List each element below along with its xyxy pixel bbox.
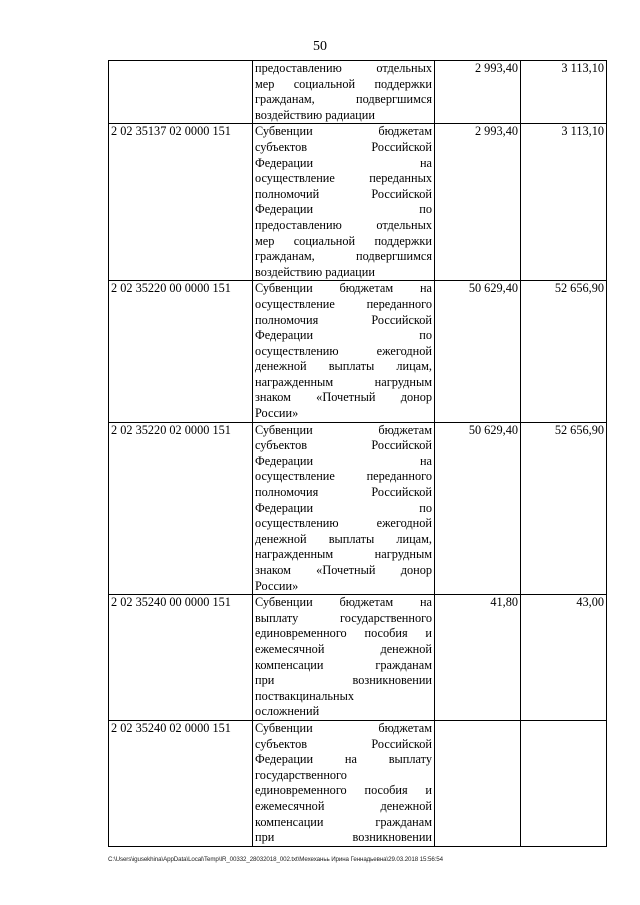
description-word: Субвенции [255,422,313,437]
description-line [255,469,432,485]
description-word: нагрудным [374,374,432,389]
table-row [109,422,607,595]
description-line [255,642,432,658]
description-line [255,249,432,265]
description-word: государственного [255,767,347,782]
description-line [255,77,432,93]
description-word: донор [400,563,432,577]
description-word: награжденным [255,547,334,562]
description-line [255,344,432,360]
amount-2020: 3 113,10 [521,124,607,281]
description-word: Федерации [255,202,314,217]
description-line [255,234,432,250]
description-word: компенсации [255,814,324,829]
description-word: осложнений [255,704,320,719]
description-word: Федерации [255,328,314,343]
description-line [255,140,432,156]
description-word: «Почетный [316,390,376,405]
description-word: денежной [380,641,432,656]
description-word: по [419,500,432,515]
description-word: субъектов [255,438,308,453]
description-word: Федерации [255,752,314,767]
amount-2019: 2 993,40 [435,61,521,124]
description-word: на [419,595,432,610]
description-word: переданных [369,171,432,186]
description-word: Федерации [255,155,314,170]
description-line [255,406,432,422]
description-word: денежной [255,359,307,374]
budget-description [253,281,435,422]
description-word: осуществление [255,469,335,484]
description-word: гражданам, [255,92,315,107]
description-word: выплаты [328,531,375,546]
description-word: выплату [255,610,299,625]
description-line [255,752,432,768]
description-word: переданного [366,469,432,484]
description-word: осуществление [255,171,335,186]
description-line [255,375,432,391]
amount-2020: 43,00 [521,595,607,721]
description-word: Российской [371,312,432,327]
description-word: гражданам, [255,249,315,264]
description-word: поддержки [374,233,432,248]
description-line [255,768,432,784]
budget-code: 2 02 35240 02 0000 151 [109,720,253,846]
amount-2020: 52 656,90 [521,422,607,595]
description-word: при [255,673,275,688]
amount-2020: 52 656,90 [521,281,607,422]
description-line [255,830,432,846]
description-word: ежегодной [376,516,432,531]
description-word: ежегодной [376,343,432,358]
budget-description [253,61,435,124]
budget-code: 2 02 35220 00 0000 151 [109,281,253,422]
description-line [255,815,432,831]
amount-2019: 50 629,40 [435,281,521,422]
description-word: России» [255,406,299,421]
description-line [255,390,432,406]
description-word: мер [255,76,275,91]
description-line [255,328,432,344]
description-line [255,783,432,799]
description-line [255,501,432,517]
description-line [255,187,432,203]
description-line [255,485,432,501]
description-word: единовременного [255,783,347,798]
description-word: осуществлению [255,343,339,358]
description-word: бюджетам [378,422,432,437]
description-word: донор [400,390,432,405]
description-word: бюджетам [378,720,432,735]
description-word: возникновении [352,673,432,688]
description-word: ежемесячной [255,641,325,656]
amount-2020 [521,720,607,846]
description-line [255,658,432,674]
description-word: Российской [371,186,432,201]
description-line [255,516,432,532]
description-line [255,281,432,297]
description-word: отдельных [376,217,432,232]
amount-2019: 50 629,40 [435,422,521,595]
budget-code [109,61,253,124]
description-word: выплату [388,752,432,767]
description-line [255,359,432,375]
description-word: полномочия [255,485,319,500]
description-line [255,156,432,172]
amount-2020: 3 113,10 [521,61,607,124]
description-word: подвергшимся [356,92,432,107]
description-word: осуществлению [255,516,339,531]
description-word: Российской [371,438,432,453]
description-word: бюджетам [339,595,394,610]
description-word: на [419,281,432,296]
description-word: воздействию радиации [255,107,375,122]
description-word: ежемесячной [255,798,325,813]
description-line [255,202,432,218]
description-word: отдельных [376,61,432,75]
budget-description [253,422,435,595]
description-line [255,547,432,563]
description-word: Субвенции [255,124,313,139]
description-word: «Почетный [316,563,376,577]
description-word: награжденным [255,374,334,389]
table-row [109,281,607,422]
table-body [109,61,607,847]
description-word: лицам, [396,531,432,546]
budget-description [253,720,435,846]
amount-2019: 41,80 [435,595,521,721]
budget-description [253,595,435,721]
description-word: предоставлению [255,217,342,232]
description-line [255,626,432,642]
description-line [255,61,432,77]
description-word: на [344,752,357,767]
description-word: субъектов [255,736,308,751]
description-word: Российской [371,736,432,751]
description-word: по [419,328,432,343]
description-word: возникновении [352,830,432,845]
description-word: компенсации [255,657,324,672]
description-line [255,721,432,737]
description-word: полномочий [255,186,320,201]
amount-2019: 2 993,40 [435,124,521,281]
description-line [255,673,432,689]
description-line [255,579,432,595]
description-line [255,423,432,439]
description-word: и [425,626,432,641]
description-line [255,563,432,579]
description-word: Субвенции [255,595,313,610]
description-word: социальной [293,233,356,248]
description-word: поддержки [374,76,432,91]
description-word: Российской [371,139,432,154]
description-line [255,611,432,627]
amount-2019 [435,720,521,846]
page-number: 50 [313,39,327,54]
description-word: лицам, [396,359,432,374]
description-line [255,108,432,124]
file-path-footer: C:\Users\igusekhina\AppData\Local\Temp\IR_00332_28032018_002.txt\Мехеханьь Ирина Геннадьевна\29.03.2018 15:56:54 [108,856,443,863]
description-line [255,532,432,548]
description-line [255,595,432,611]
description-word: мер [255,233,275,248]
description-word: и [425,783,432,798]
description-line [255,704,432,720]
table-row [109,61,607,124]
description-word: Федерации [255,453,314,468]
description-word: поствакцинальных [255,688,354,703]
description-word: нагрудным [374,547,432,562]
description-word: государственного [340,610,432,625]
description-word: субъектов [255,139,308,154]
description-word: пособия [364,783,408,798]
description-word: гражданам [375,657,432,672]
budget-description [253,124,435,281]
description-word: России» [255,578,299,593]
description-word: пособия [364,626,408,641]
description-line [255,218,432,234]
description-word: денежной [255,531,307,546]
description-line [255,737,432,753]
description-line [255,799,432,815]
budget-code: 2 02 35137 02 0000 151 [109,124,253,281]
description-word: предоставлению [255,61,342,75]
budget-table [108,60,607,847]
budget-code: 2 02 35240 00 0000 151 [109,595,253,721]
description-line [255,92,432,108]
description-line [255,689,432,705]
description-word: подвергшимся [356,249,432,264]
description-line [255,313,432,329]
description-line [255,171,432,187]
description-word: осуществление [255,296,335,311]
table-row [109,595,607,721]
description-word: на [419,155,432,170]
description-word: денежной [380,798,432,813]
description-word: Российской [371,485,432,500]
description-word: выплаты [328,359,375,374]
description-word: знаком [255,563,291,577]
description-word: переданного [366,296,432,311]
description-line [255,438,432,454]
description-word: полномочия [255,312,319,327]
description-word: единовременного [255,626,347,641]
description-word: бюджетам [339,281,394,296]
description-word: Федерации [255,500,314,515]
table-row [109,720,607,846]
description-word: по [419,202,432,217]
description-word: Субвенции [255,720,313,735]
description-word: воздействию радиации [255,264,375,279]
description-word: гражданам [375,814,432,829]
description-word: Субвенции [255,281,313,296]
description-line [255,297,432,313]
budget-code: 2 02 35220 02 0000 151 [109,422,253,595]
description-line [255,265,432,281]
table-row [109,124,607,281]
description-line [255,454,432,470]
description-word: на [419,453,432,468]
description-word: знаком [255,390,291,405]
description-word: при [255,830,275,845]
description-word: социальной [293,76,356,91]
description-line [255,124,432,140]
description-word: бюджетам [378,124,432,139]
